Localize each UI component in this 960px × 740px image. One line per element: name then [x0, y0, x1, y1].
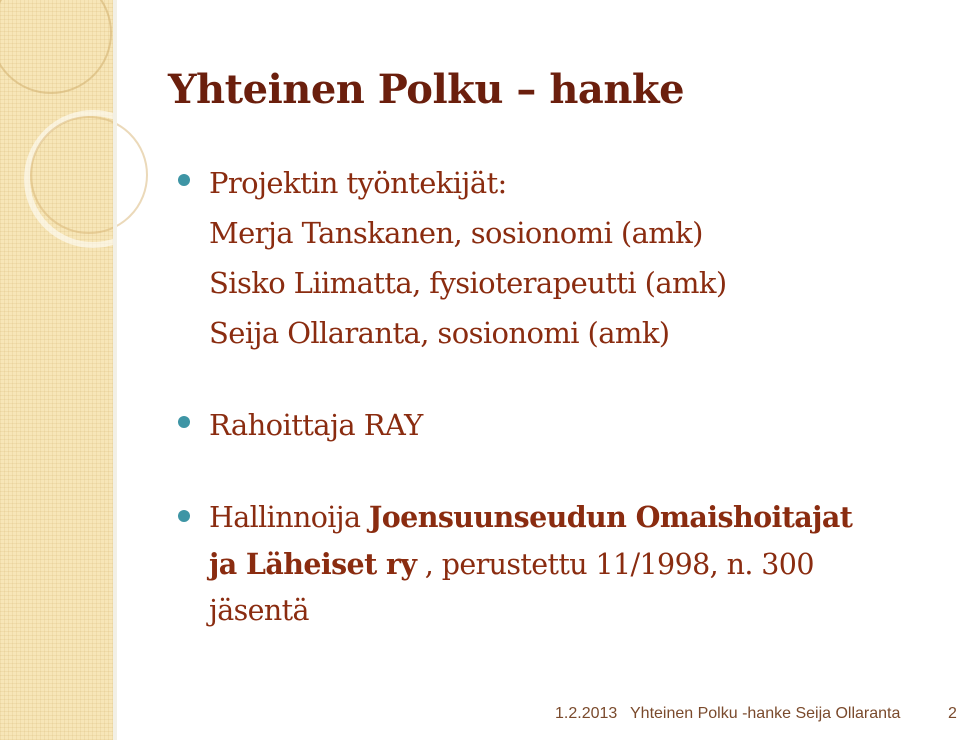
bullet-text: Projektin työntekijät: — [209, 166, 507, 200]
bullet-item-funder — [178, 400, 953, 450]
bullet-dot-icon — [178, 416, 190, 428]
bullet-item-administrator — [178, 494, 953, 634]
administrator-line-1 — [209, 494, 953, 541]
administrator-line-2 — [209, 541, 953, 588]
bullet-list — [178, 158, 953, 634]
bullet-item-staff — [178, 158, 953, 358]
bullet-dot-icon — [178, 510, 190, 522]
staff-member: Seija Ollaranta, sosionomi (amk) — [209, 316, 670, 350]
administrator-prefix: Hallinnoija — [209, 501, 369, 534]
organization-name-part2: ja Läheiset ry — [209, 547, 417, 581]
decorative-side-band — [0, 0, 113, 740]
organization-details: , perustettu 11/1998, n. 300 — [416, 548, 814, 581]
band-edge-divider — [113, 0, 117, 740]
staff-member: Sisko Liimatta, fysioterapeutti (amk) — [209, 266, 727, 300]
footer-text: Yhteinen Polku -hanke Seija Ollaranta — [630, 705, 901, 722]
organization-name-part1: Joensuunseudun Omaishoitajat — [368, 500, 853, 534]
bullet-dot-icon — [178, 174, 190, 186]
staff-member: Merja Tanskanen, sosionomi (amk) — [209, 216, 703, 250]
page-number: 2 — [948, 705, 957, 722]
slide-title: Yhteinen Polku – hanke — [168, 66, 685, 113]
decorative-ring — [30, 116, 148, 234]
decorative-ring — [0, 0, 112, 94]
bullet-text: Rahoittaja RAY — [209, 408, 423, 442]
administrator-line-3: jäsentä — [209, 594, 309, 627]
footer-date: 1.2.2013 — [555, 705, 618, 722]
